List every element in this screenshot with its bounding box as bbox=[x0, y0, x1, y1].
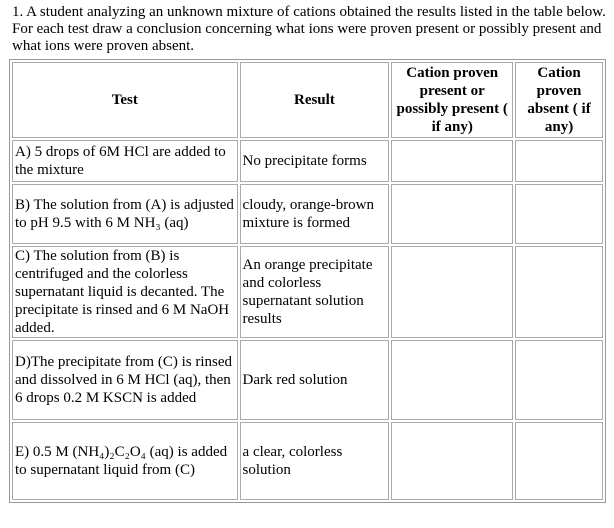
present-cell[interactable] bbox=[391, 184, 513, 244]
test-cell: E) 0.5 M (NH₄)₂C₂O₄ (aq) is added to supernatant liquid from (C) bbox=[12, 422, 238, 500]
header-present: Cation proven present or possibly present ( if any) bbox=[391, 62, 513, 138]
result-cell: No precipitate forms bbox=[240, 140, 390, 182]
present-cell[interactable] bbox=[391, 340, 513, 420]
result-cell: cloudy, orange-brown mixture is formed bbox=[240, 184, 390, 244]
absent-cell[interactable] bbox=[515, 140, 603, 182]
result-cell: Dark red solution bbox=[240, 340, 390, 420]
header-test: Test bbox=[12, 62, 238, 138]
test-cell: B) The solution from (A) is adjusted to pH 9.5 with 6 M NH₃ (aq) bbox=[12, 184, 238, 244]
results-table bbox=[9, 59, 606, 503]
result-cell: a clear, colorless solution bbox=[240, 422, 390, 500]
header-absent: Cation proven absent ( if any) bbox=[515, 62, 603, 138]
table-row bbox=[12, 140, 603, 182]
present-cell[interactable] bbox=[391, 140, 513, 182]
absent-cell[interactable] bbox=[515, 340, 603, 420]
result-cell: An orange precipitate and colorless supernatant solution results bbox=[240, 246, 390, 338]
present-cell[interactable] bbox=[391, 422, 513, 500]
test-cell: A) 5 drops of 6M HCl are added to the mixture bbox=[12, 140, 238, 182]
header-row bbox=[12, 62, 603, 138]
absent-cell[interactable] bbox=[515, 184, 603, 244]
test-cell: D)The precipitate from (C) is rinsed and dissolved in 6 M HCl (aq), then 6 drops 0.2 M KSCN is added bbox=[12, 340, 238, 420]
absent-cell[interactable] bbox=[515, 246, 603, 338]
header-result: Result bbox=[240, 62, 390, 138]
test-cell: C) The solution from (B) is centrifuged and the colorless supernatant liquid is decanted. The precipitate is rinsed and 6 M NaOH added. bbox=[12, 246, 238, 338]
table-row bbox=[12, 184, 603, 244]
question-text: 1. A student analyzing an unknown mixture of cations obtained the results listed in the table below. For each test draw a conclusion concerning what ions were proven present or possibly present and what ions were proven absent. bbox=[12, 4, 606, 54]
absent-cell[interactable] bbox=[515, 422, 603, 500]
table-row bbox=[12, 246, 603, 338]
present-cell[interactable] bbox=[391, 246, 513, 338]
table-row bbox=[12, 340, 603, 420]
table-row bbox=[12, 422, 603, 500]
